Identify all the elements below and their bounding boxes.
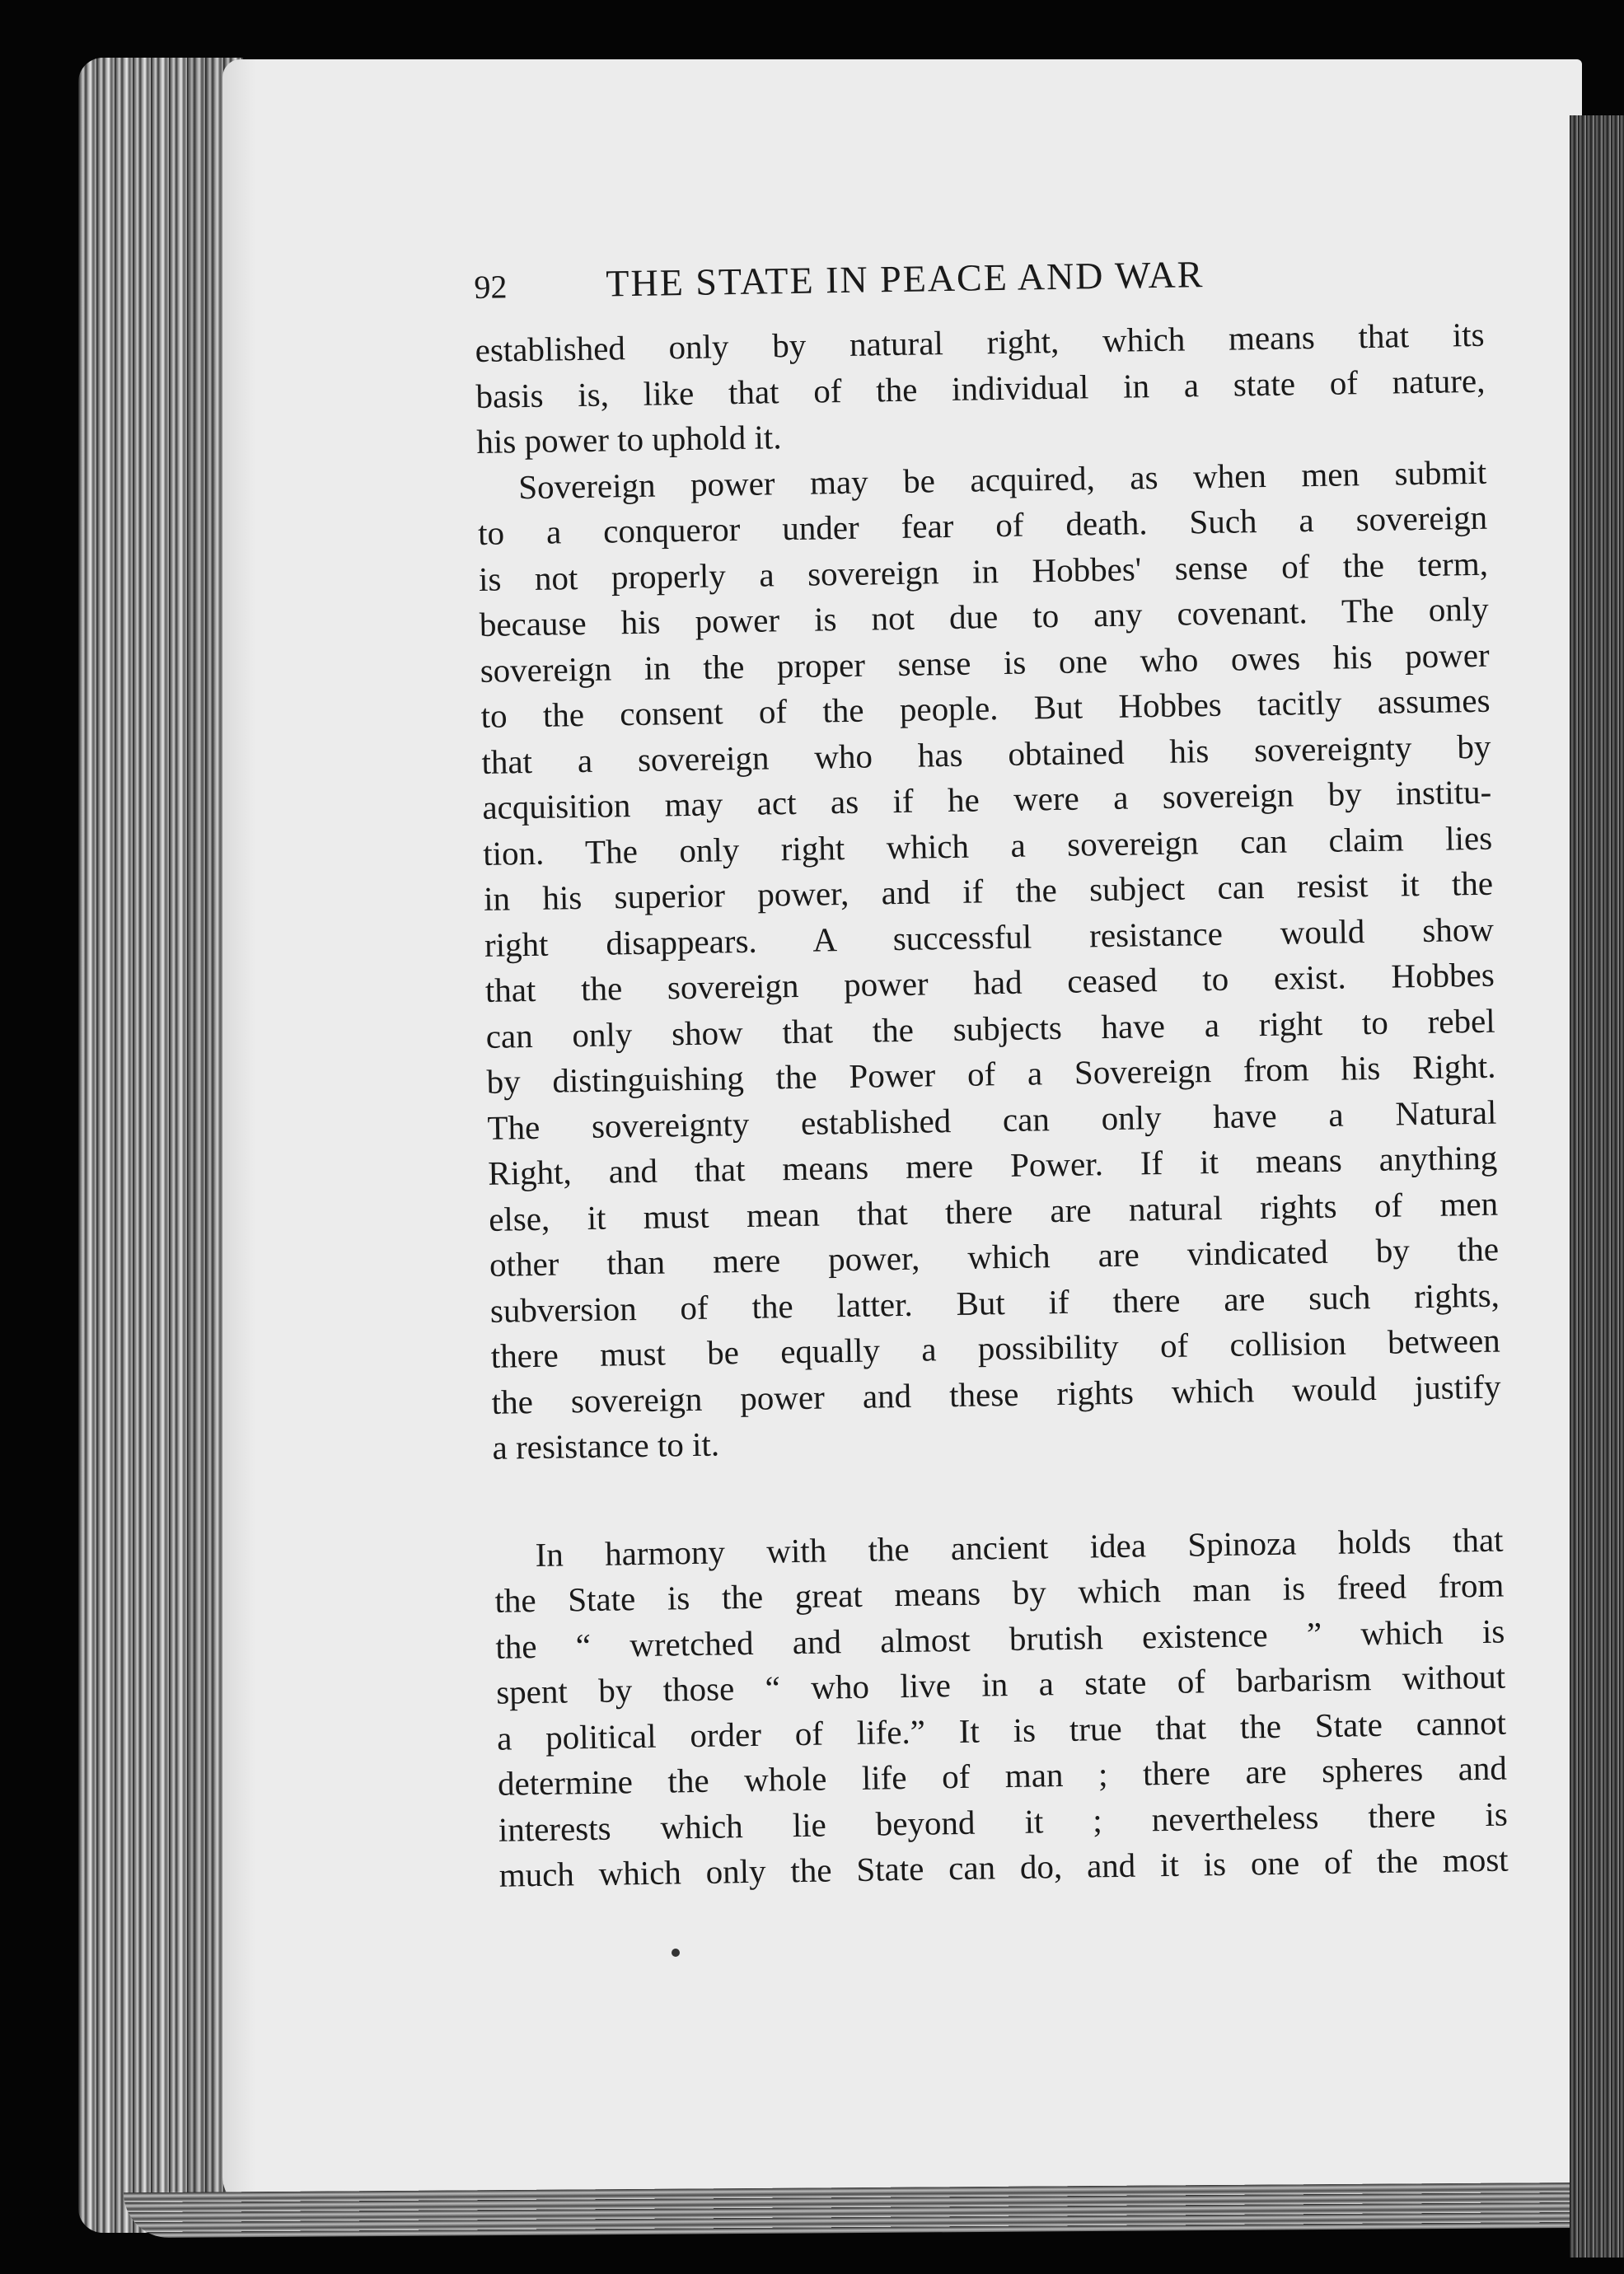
page-edges-bottom: [124, 2183, 1598, 2238]
text-line: acquisition may act as if he were a sovereign by institu-: [482, 772, 1492, 826]
text-line: spent by those “ who live in a state of barbarism without: [495, 1657, 1506, 1711]
text-line: interests which lie beyond it ; nevertheless there is: [498, 1794, 1509, 1849]
paragraph: [475, 312, 1486, 466]
text-line: tion. The only right which a sovereign can claim lies: [482, 818, 1493, 873]
text-line: basis is, like that of the individual in a state of nature,: [475, 361, 1486, 415]
text-line: to a conqueror under fear of death. Such a sovereign: [477, 498, 1488, 552]
page-edges-right: [1570, 115, 1624, 2258]
text-line: to the consent of the people. But Hobbes tacitly assumes: [480, 681, 1491, 735]
text-line: subversion of the latter. But if there are such rights,: [489, 1275, 1500, 1330]
text-line: else, it must mean that there are natural rights of men: [488, 1184, 1499, 1238]
text-line: a political order of life.” It is true that the State cannot: [496, 1703, 1507, 1757]
text-line: Right, and that means mere Power. If it means anything: [487, 1138, 1498, 1192]
text-line: Sovereign power may be acquired, as when men submit: [517, 452, 1487, 506]
text-line: by distinguishing the Power of a Sovereign from his Right.: [486, 1046, 1496, 1101]
text-line: established only by natural right, which means that its: [475, 315, 1485, 369]
running-title: THE STATE IN PEACE AND WAR: [605, 253, 1205, 305]
text-line: the “ wretched and almost brutish existence ” which is: [495, 1612, 1505, 1666]
text-line: sovereign in the proper sense is one who owes his power: [480, 635, 1490, 690]
text-line: in his superior power, and if the subject can resist it the: [483, 863, 1494, 918]
text-line: much which only the State can do, and it is one of the most: [498, 1840, 1509, 1894]
text-line: the State is the great means by which man is freed from: [494, 1565, 1505, 1620]
text-line: right disappears. A successful resistance would show: [484, 910, 1495, 964]
page-number: 92: [474, 268, 508, 306]
text-line: that a sovereign who has obtained his sovereignty by: [481, 727, 1491, 781]
text-line: there must be equally a possibility of collision between: [490, 1321, 1501, 1375]
paragraph: [494, 1517, 1509, 1898]
text-line: is not properly a sovereign in Hobbes' sense of the term,: [478, 544, 1489, 598]
text-line: that the sovereign power had ceased to exist. Hobbes: [484, 955, 1495, 1009]
paragraph: [477, 449, 1502, 1471]
gutter-shadow: [190, 58, 255, 2233]
text-line: The sovereignty established can only have a Natural: [487, 1093, 1497, 1147]
text-line: determine the whole life of man ; there are spheres and: [497, 1748, 1508, 1803]
text-line: the sovereign power and these rights which would justify: [491, 1367, 1501, 1421]
text-line: a resistance to it.: [492, 1425, 720, 1467]
text-line: In harmony with the ancient idea Spinoza holds that: [535, 1520, 1504, 1574]
text-line: can only show that the subjects have a right to rebel: [485, 1001, 1495, 1055]
text-line: other than mere power, which are vindicated by the: [489, 1229, 1500, 1284]
text-line: because his power is not due to any covenant. The only: [479, 589, 1490, 643]
page-text: [474, 248, 1509, 1898]
ink-speck: [672, 1949, 680, 1957]
text-line: his power to uphold it.: [476, 418, 782, 461]
